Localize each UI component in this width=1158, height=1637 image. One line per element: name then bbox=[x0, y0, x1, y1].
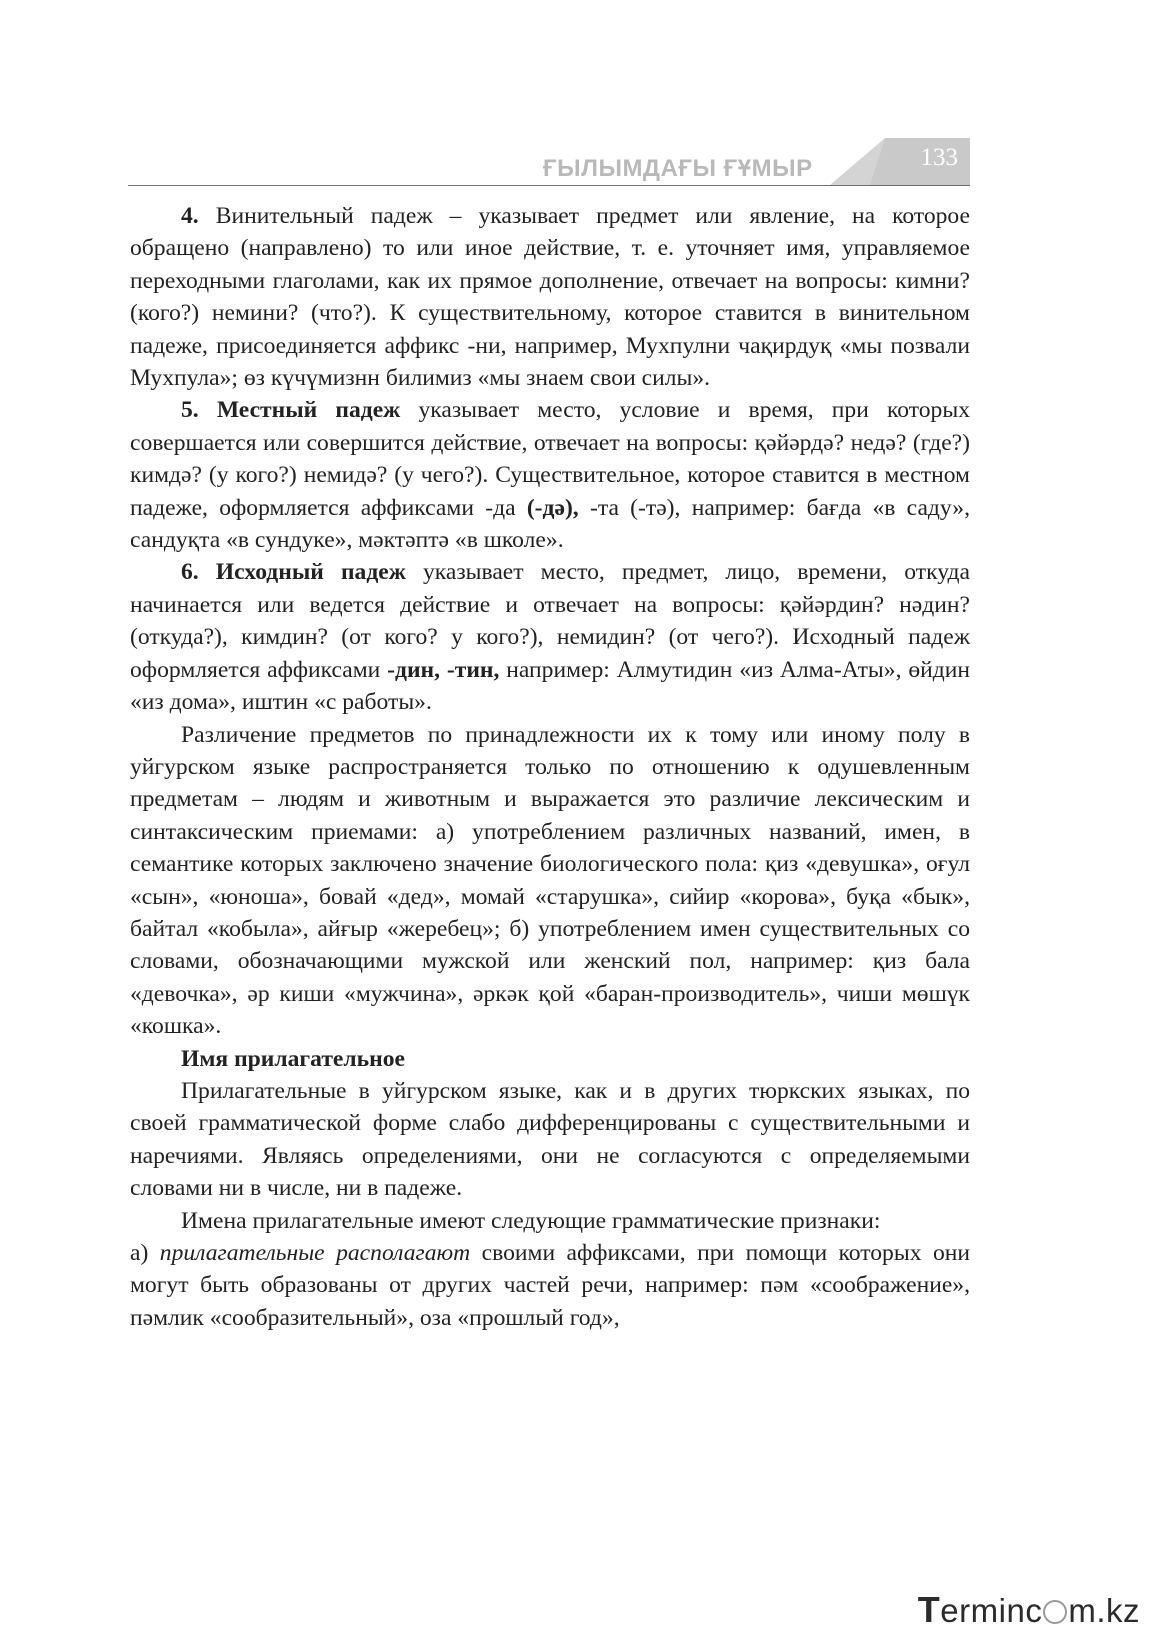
paragraph-text: Прилагательные в уйгурском языке, как и в других тюркских языках, по своей грамматической форме слабо дифференцированы с существительными и наречиями. Являясь определениями, они не согласуются с определяемыми словами ни в числе, ни в падеже. bbox=[130, 1077, 970, 1202]
termincom-logo bbox=[918, 1589, 1140, 1631]
running-header bbox=[128, 138, 970, 190]
paragraph-text: Имена прилагательные имеют следующие грамматические признаки: bbox=[181, 1207, 881, 1234]
paragraph-text-end: -та (-тә), например: бағда «в саду», сандуқта «в сундуке», мәктәптә «в школе». bbox=[130, 494, 970, 554]
page-body bbox=[130, 200, 970, 1334]
paragraph bbox=[130, 719, 970, 1043]
logo-letter: T bbox=[917, 1589, 941, 1630]
paragraph-text: указывает место, предмет, лицо, времени, откуда начинается или ведется действие и отвечает на вопросы: қәйәрдин? нәдин? (откуда?), кимдин? (от кого? у кого?), немидин? (от чего?). Исходный падеж оформляется аффиксами bbox=[130, 559, 970, 683]
paragraph bbox=[130, 1075, 970, 1205]
paragraph-text-end: например: Алмутидин «из Алма-Аты», өйдин «из дома», иштин «с работы». bbox=[130, 656, 971, 716]
paragraph bbox=[130, 556, 970, 718]
paragraph bbox=[130, 1237, 970, 1334]
paragraph-bold: (-дә), bbox=[526, 494, 579, 521]
paragraph-text: Различение предметов по принадлежности их к тому или иному полу в уйгурском языке распространяется только по отношению к одушевленным предметам – людям и животным и выражается это различие лексическим и синтаксическим приемами: а) употреблением различных названий, имен, в семантике которых заключено значение биологического пола: қиз «девушка», оғул «сын», «юноша», бовай «дед», момай «старушка», сийир «корова», буқа «бык», байтал «кобыла», айғыр «жеребец»; б) употреблением имен существительных со словами, обозначающими мужской или женский пол, например: қиз бала «девочка», әр киши «мужчина», әркәк қой «баран-производитель», чиши мөшүк «кошка». bbox=[130, 721, 970, 1040]
logo-text-end: m.kz bbox=[1068, 1592, 1140, 1629]
paragraph-text: указывает место, условие и время, при которых совершается или совершится действие, отвечает на вопросы: қәйәрдә? недә? (где?) кимдә? (у кого?) немидә? (у чего?). Существительное, которое ставится в местном падеже, оформляется аффиксами -да bbox=[130, 397, 970, 521]
running-title: ҒЫЛЫМДАҒЫ ҒҰМЫР bbox=[543, 155, 813, 182]
page-number: 133 bbox=[920, 144, 958, 171]
header-rule bbox=[128, 185, 970, 186]
paragraph-lead: 5. Местный падеж bbox=[181, 397, 401, 424]
logo-text: erminc bbox=[940, 1592, 1043, 1629]
paragraph-lead: 4. bbox=[181, 203, 199, 229]
paragraph-text: своими аффиксами, при помощи которых они могут быть образованы от других частей речи, например: пәм «соображение», пәмлик «сообразительный», оза «прошлый год», bbox=[130, 1240, 970, 1331]
paragraph-bold: -дин, -тин, bbox=[387, 656, 500, 683]
section-heading: Имя прилагательное bbox=[181, 1045, 405, 1072]
list-prefix: а) bbox=[130, 1240, 160, 1266]
paragraph bbox=[130, 200, 970, 394]
paragraph-text: Винительный падеж – указывает предмет или явление, на которое обращено (направлено) то или иное действие, т. е. уточняет имя, управляемое переходными глаголами, как их прямое дополнение, отвечает на вопросы: кимни? (кого?) немини? (что?). К существительному, которое ставится в винительном падеже, присоединяется аффикс -ни, например, Мухпулни чақирдуқ «мы позвали Мухпула»; өз күчүмизнн билимиз «мы знаем свои силы». bbox=[130, 203, 970, 392]
circle-icon bbox=[1043, 1600, 1067, 1624]
paragraph-lead: 6. Исходный падеж bbox=[181, 559, 406, 586]
paragraph bbox=[130, 1205, 970, 1237]
paragraph bbox=[130, 394, 970, 556]
paragraph-italic: прилагательные располагают bbox=[159, 1240, 471, 1266]
